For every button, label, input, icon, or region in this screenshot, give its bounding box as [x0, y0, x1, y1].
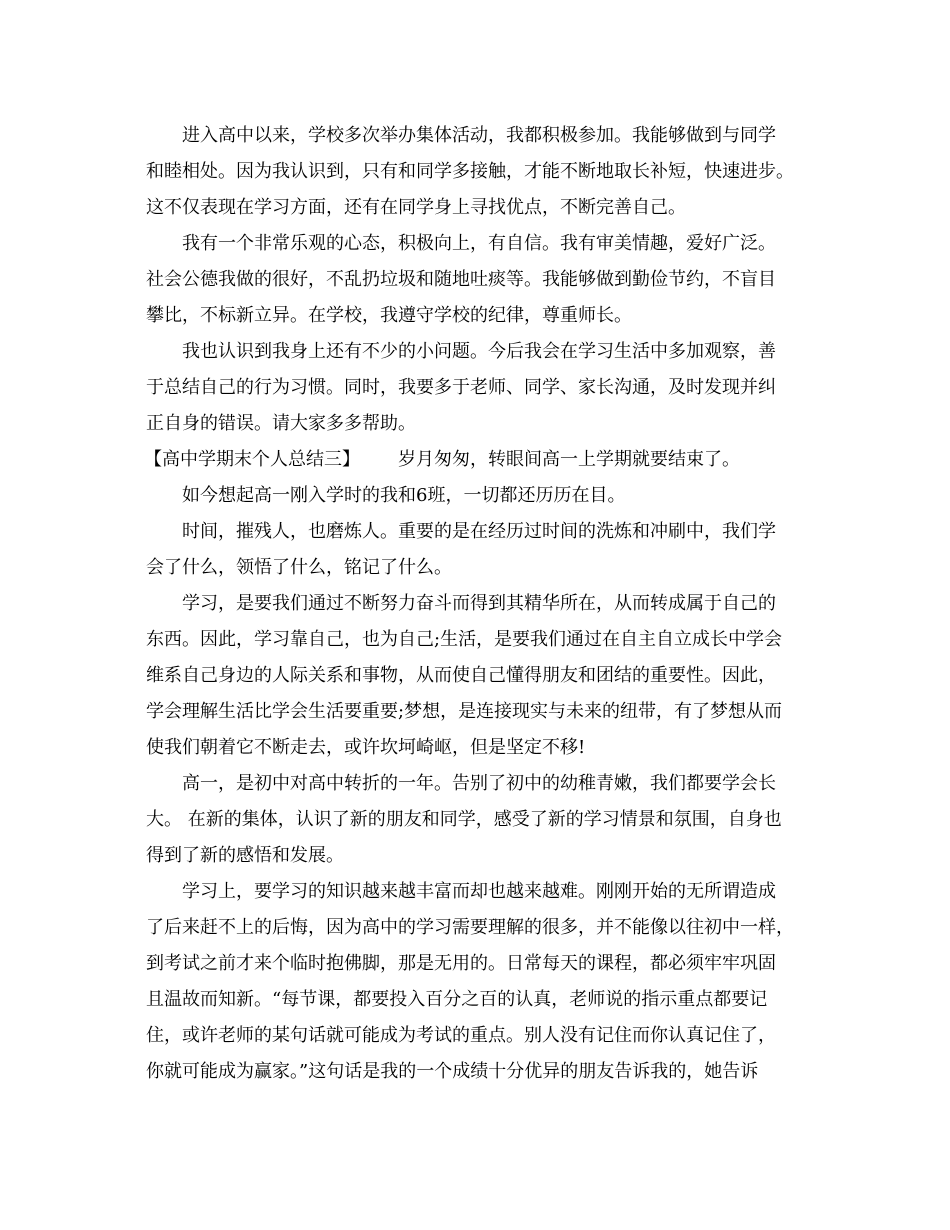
paragraph-line: 我有一个非常乐观的心态，积极向上，有自信。我有审美情趣，爱好广泛。 — [182, 233, 776, 254]
paragraph-line: 大。 在新的集体，认识了新的朋友和同学，感受了新的学习情景和氛围，自身也 — [146, 809, 782, 830]
paragraph-line: 进入高中以来，学校多次举办集体活动，我都积极参加。我能够做到与同学 — [182, 125, 776, 146]
paragraph-line: 会了什么，领悟了什么，铭记了什么。 — [146, 557, 452, 578]
paragraph-line: 和睦相处。因为我认识到，只有和同学多接触，才能不断地取长补短，快速进步。 — [146, 161, 794, 182]
paragraph-line: 使我们朝着它不断走去，或许坎坷崎岖，但是坚定不移! — [146, 737, 586, 758]
paragraph-line: 你就可能成为赢家。”这句话是我的一个成绩十分优异的朋友告诉我的，她告诉 — [146, 1061, 759, 1082]
section-heading-text: 岁月匆匆，转眼间高一上学期就要结束了。 — [398, 449, 740, 470]
paragraph-line: 于总结自己的行为习惯。同时，我要多于老师、同学、家长沟通，及时发现并纠 — [146, 377, 776, 398]
paragraph-line: 住，或许老师的某句话就可能成为考试的重点。别人没有记住而你认真记住了， — [146, 1025, 776, 1046]
document-body — [146, 118, 812, 1090]
paragraph-line: 了后来赶不上的后悔，因为高中的学习需要理解的很多，并不能像以往初中一样， — [146, 917, 794, 938]
paragraph-line: 这不仅表现在学习方面，还有在同学身上寻找优点，不断完善自己。 — [146, 197, 686, 218]
paragraph-line: 得到了新的感悟和发展。 — [146, 845, 344, 866]
paragraph-line: 我也认识到我身上还有不少的小问题。今后我会在学习生活中多加观察，善 — [182, 341, 776, 362]
paragraph-line: 如今想起高一刚入学时的我和6班，一切都还历历在目。 — [182, 485, 626, 506]
paragraph-line: 学习上，要学习的知识越来越丰富而却也越来越难。刚刚开始的无所谓造成 — [182, 881, 776, 902]
paragraph-line: 正自身的错误。请大家多多帮助。 — [146, 413, 416, 434]
paragraph-line: 攀比，不标新立异。在学校，我遵守学校的纪律，尊重师长。 — [146, 305, 632, 326]
section-heading — [146, 442, 812, 478]
paragraph-line: 社会公德我做的很好，不乱扔垃圾和随地吐痰等。我能够做到勤俭节约，不盲目 — [146, 269, 776, 290]
paragraph-line: 学习，是要我们通过不断努力奋斗而得到其精华所在，从而转成属于自己的 — [182, 593, 776, 614]
section-heading-tag: 【高中学期末个人总结三】 — [144, 449, 360, 470]
paragraph-line: 学会理解生活比学会生活要重要;梦想，是连接现实与未来的纽带，有了梦想从而 — [146, 701, 783, 722]
paragraph-line: 维系自己身边的人际关系和事物，从而使自己懂得朋友和团结的重要性。因此， — [146, 665, 776, 686]
paragraph-line: 时间，摧残人，也磨炼人。重要的是在经历过时间的洗炼和冲刷中，我们学 — [182, 521, 776, 542]
paragraph-line: 到考试之前才来个临时抱佛脚，那是无用的。日常每天的课程，都必须牢牢巩固 — [146, 953, 776, 974]
paragraph-line: 高一，是初中对高中转折的一年。告别了初中的幼稚青嫩，我们都要学会长 — [182, 773, 776, 794]
paragraph-line: 东西。因此，学习靠自己，也为自己;生活，是要我们通过在自主自立成长中学会 — [146, 629, 783, 650]
paragraph-line: 且温故而知新。“每节课，都要投入百分之百的认真，老师说的指示重点都要记 — [146, 989, 768, 1010]
